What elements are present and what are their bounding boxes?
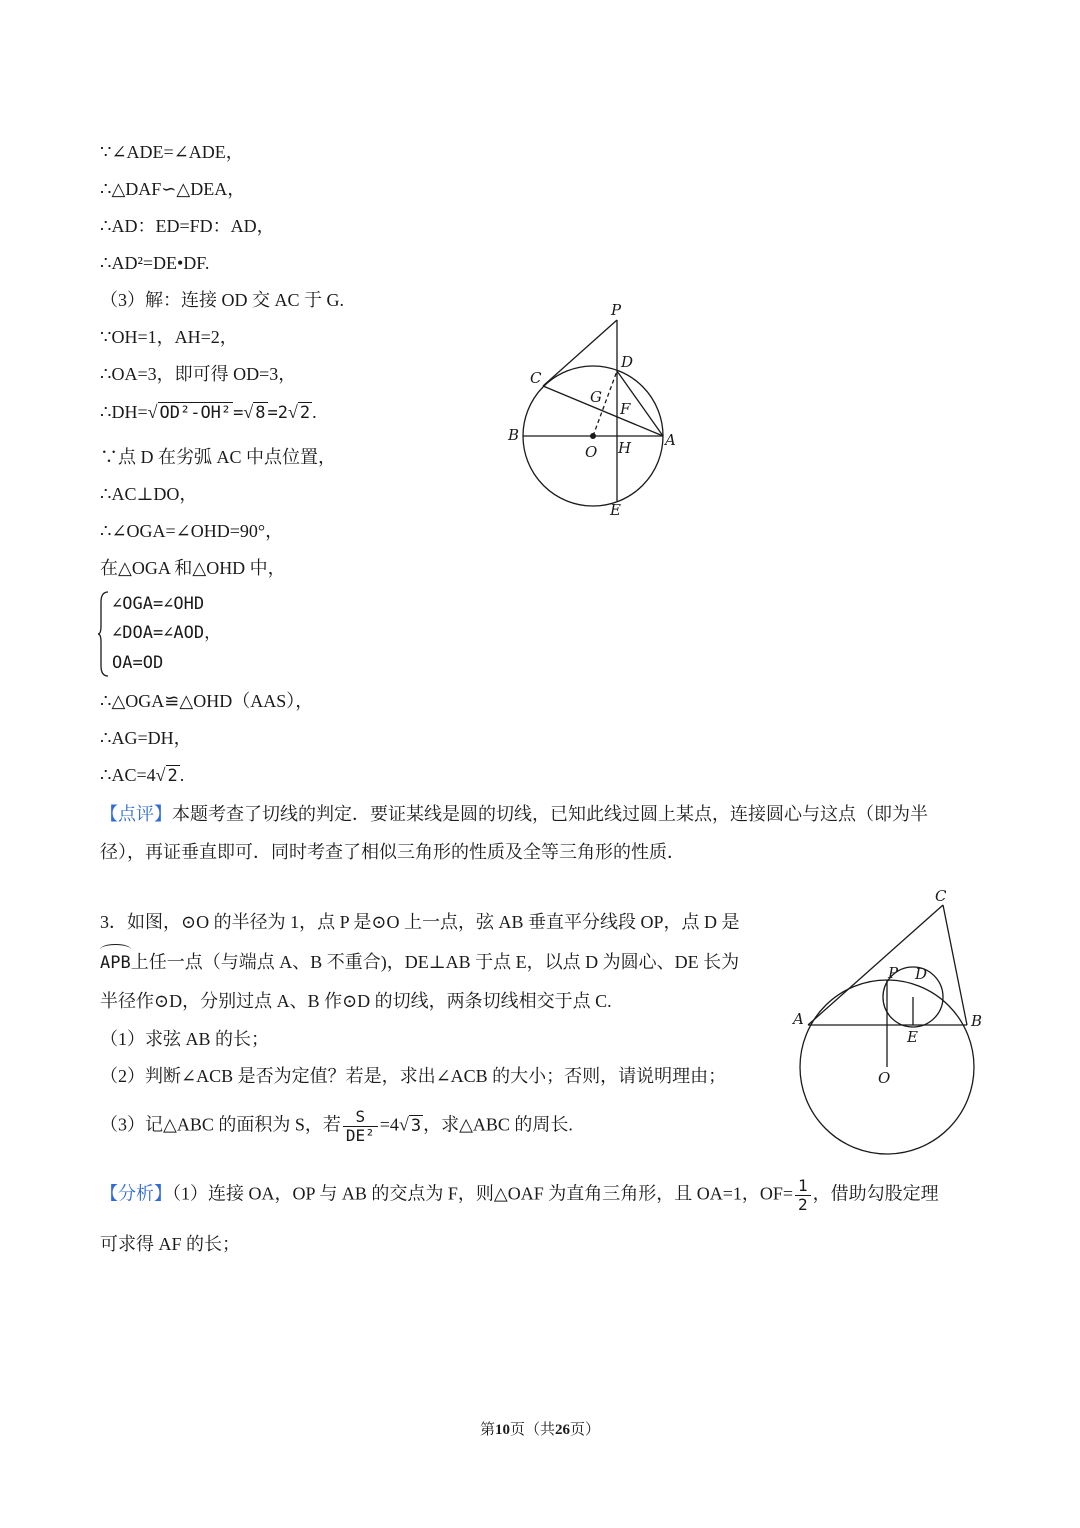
problem3-q1: （1）求弦 AB 的长； (100, 1029, 270, 1049)
proof-line-dh (100, 400, 317, 425)
q3-prefix: （3）记△ABC 的面积为 S，若 (100, 1114, 341, 1135)
analysis-line-1-end: ，借助勾股定理 (812, 1183, 939, 1204)
fig1-line-pc (543, 320, 617, 386)
q3-suffix: ，求△ABC 的周长. (423, 1114, 573, 1135)
fig2-tangent-bc (943, 905, 967, 1025)
footer-page-number: 10 (494, 1422, 510, 1438)
fig1-label-c: C (530, 369, 542, 387)
sqrt-symbol: √ (155, 765, 166, 785)
fig1-label-b: B (508, 426, 520, 444)
proof-line-3: ∴AD：ED=FD：AD， (100, 216, 275, 236)
dh-eq2: =2 (267, 403, 289, 423)
proof-line-4: ∴AD²=DE•DF. (100, 253, 210, 273)
proof-line-7: ∴OA=3，即可得 OD=3， (100, 364, 297, 384)
fig1-label-a: A (665, 431, 676, 449)
proof-line-6: ∵OH=1，AH=2， (100, 327, 238, 347)
fig2-label-d: D (915, 965, 928, 983)
q3-fraction (343, 1108, 378, 1145)
system-eq-2: ∠DOA=∠AOD， (112, 623, 222, 643)
dh-eq1: = (233, 403, 244, 423)
proof-line-2: ∴△DAF∽△DEA， (100, 179, 246, 199)
dh-prefix: ∴DH= (100, 402, 148, 422)
left-brace (97, 590, 109, 678)
analysis-frac-num: 1 (795, 1177, 811, 1196)
system-eq-1: ∠OGA=∠OHD (112, 594, 205, 614)
proof-line-9: ∵点 D 在劣弧 AC 中点位置， (100, 447, 337, 467)
dh-end: . (312, 402, 317, 422)
system-eq-3: OA=OD (112, 653, 164, 673)
fig1-label-h: H (618, 439, 632, 457)
proof-line-1: ∵∠ADE=∠ADE， (100, 142, 244, 162)
ac-root: 2 (167, 766, 178, 786)
fig1-label-e: E (610, 501, 621, 519)
page-footer (0, 1418, 1080, 1439)
footer-pre: 第 (479, 1422, 495, 1438)
figure-1-geometry (495, 295, 695, 525)
problem3-line-2 (100, 950, 739, 975)
q3-den: DE² (345, 1126, 375, 1145)
comment-line-2: 径），再证垂直即可．同时考查了相似三角形的性质及全等三角形的性质． (100, 842, 685, 862)
analysis-text-1: （1）连接 OA，OP 与 AB 的交点为 F，则△OAF 为直角三角形，且 OA=1，OF= (172, 1183, 794, 1204)
comment-line-1 (100, 802, 928, 826)
fig2-label-p: P (888, 964, 899, 982)
sqrt-symbol: √ (398, 1114, 409, 1135)
proof-line-congruent: ∴△OGA≌△OHD（AAS）， (100, 691, 314, 711)
fig2-label-e: E (907, 1028, 918, 1046)
footer-post: 页） (570, 1422, 601, 1438)
analysis-fraction (795, 1177, 811, 1214)
dh-root8: 8 (255, 403, 266, 423)
fig1-label-o: O (585, 443, 598, 461)
figure-2-geometry (785, 885, 995, 1160)
dh-radicand: OD²-OH² (159, 403, 232, 423)
problem3-line-2-text: 上任一点（与端点 A、B 不重合)，DE⊥AB 于点 E，以点 D 为圆心、DE 长为 (130, 952, 740, 972)
fig1-label-f: F (620, 400, 631, 418)
fig2-label-c: C (935, 887, 947, 905)
analysis-tag: 【分析】 (100, 1183, 172, 1204)
dh-root2: 2 (299, 403, 311, 423)
fig2-label-a: A (793, 1010, 804, 1028)
q3-root: 3 (410, 1115, 422, 1136)
fig2-label-o: O (878, 1069, 891, 1087)
comment-text-1: 本题考查了切线的判定．要证某线是圆的切线，已知此线过圆上某点，连接圆心与这点（即为半 (172, 804, 928, 824)
problem3-line-1: 3．如图，⊙O 的半径为 1，点 P 是⊙O 上一点，弦 AB 垂直平分线段 OP，点 D 是 (100, 912, 740, 932)
ac-prefix: ∴AC=4 (100, 765, 156, 785)
footer-total-pages: 26 (555, 1422, 570, 1438)
q3-mid: =4 (379, 1114, 399, 1135)
proof-line-5: （3）解：连接 OD 交 AC 于 G. (100, 290, 345, 310)
fig1-center-dot (590, 433, 596, 439)
fig1-label-g: G (590, 388, 602, 406)
proof-line-10: ∴AC⊥DO， (100, 484, 198, 504)
analysis-frac-den: 2 (798, 1195, 808, 1214)
arc-apb: APB (100, 953, 131, 973)
problem3-line-3: 半径作⊙D，分别过点 A、B 作⊙D 的切线，两条切线相交于点 C. (100, 991, 612, 1011)
proof-line-12: 在△OGA 和△OHD 中， (100, 558, 286, 578)
analysis-line-1 (100, 1177, 939, 1214)
sqrt-symbol: √ (147, 402, 158, 422)
problem3-q3 (100, 1108, 573, 1145)
proof-line-ag: ∴AG=DH， (100, 728, 192, 748)
sqrt-symbol: √ (243, 402, 254, 422)
comment-tag: 【点评】 (100, 804, 172, 824)
fig2-label-b: B (971, 1012, 983, 1030)
fig1-label-p: P (611, 301, 622, 319)
sqrt-symbol: √ (288, 402, 298, 422)
proof-line-11: ∴∠OGA=∠OHD=90°， (100, 521, 284, 541)
problem3-q2: （2）判断∠ACB 是否为定值？若是，求出∠ACB 的大小；否则，请说明理由； (100, 1066, 727, 1086)
analysis-line-2: 可求得 AF 的长； (100, 1234, 241, 1254)
footer-mid: 页（共 (509, 1422, 555, 1438)
ac-end: . (179, 765, 185, 785)
fig1-label-d: D (621, 353, 634, 371)
q3-num: S (343, 1108, 378, 1127)
proof-line-ac (100, 763, 184, 788)
